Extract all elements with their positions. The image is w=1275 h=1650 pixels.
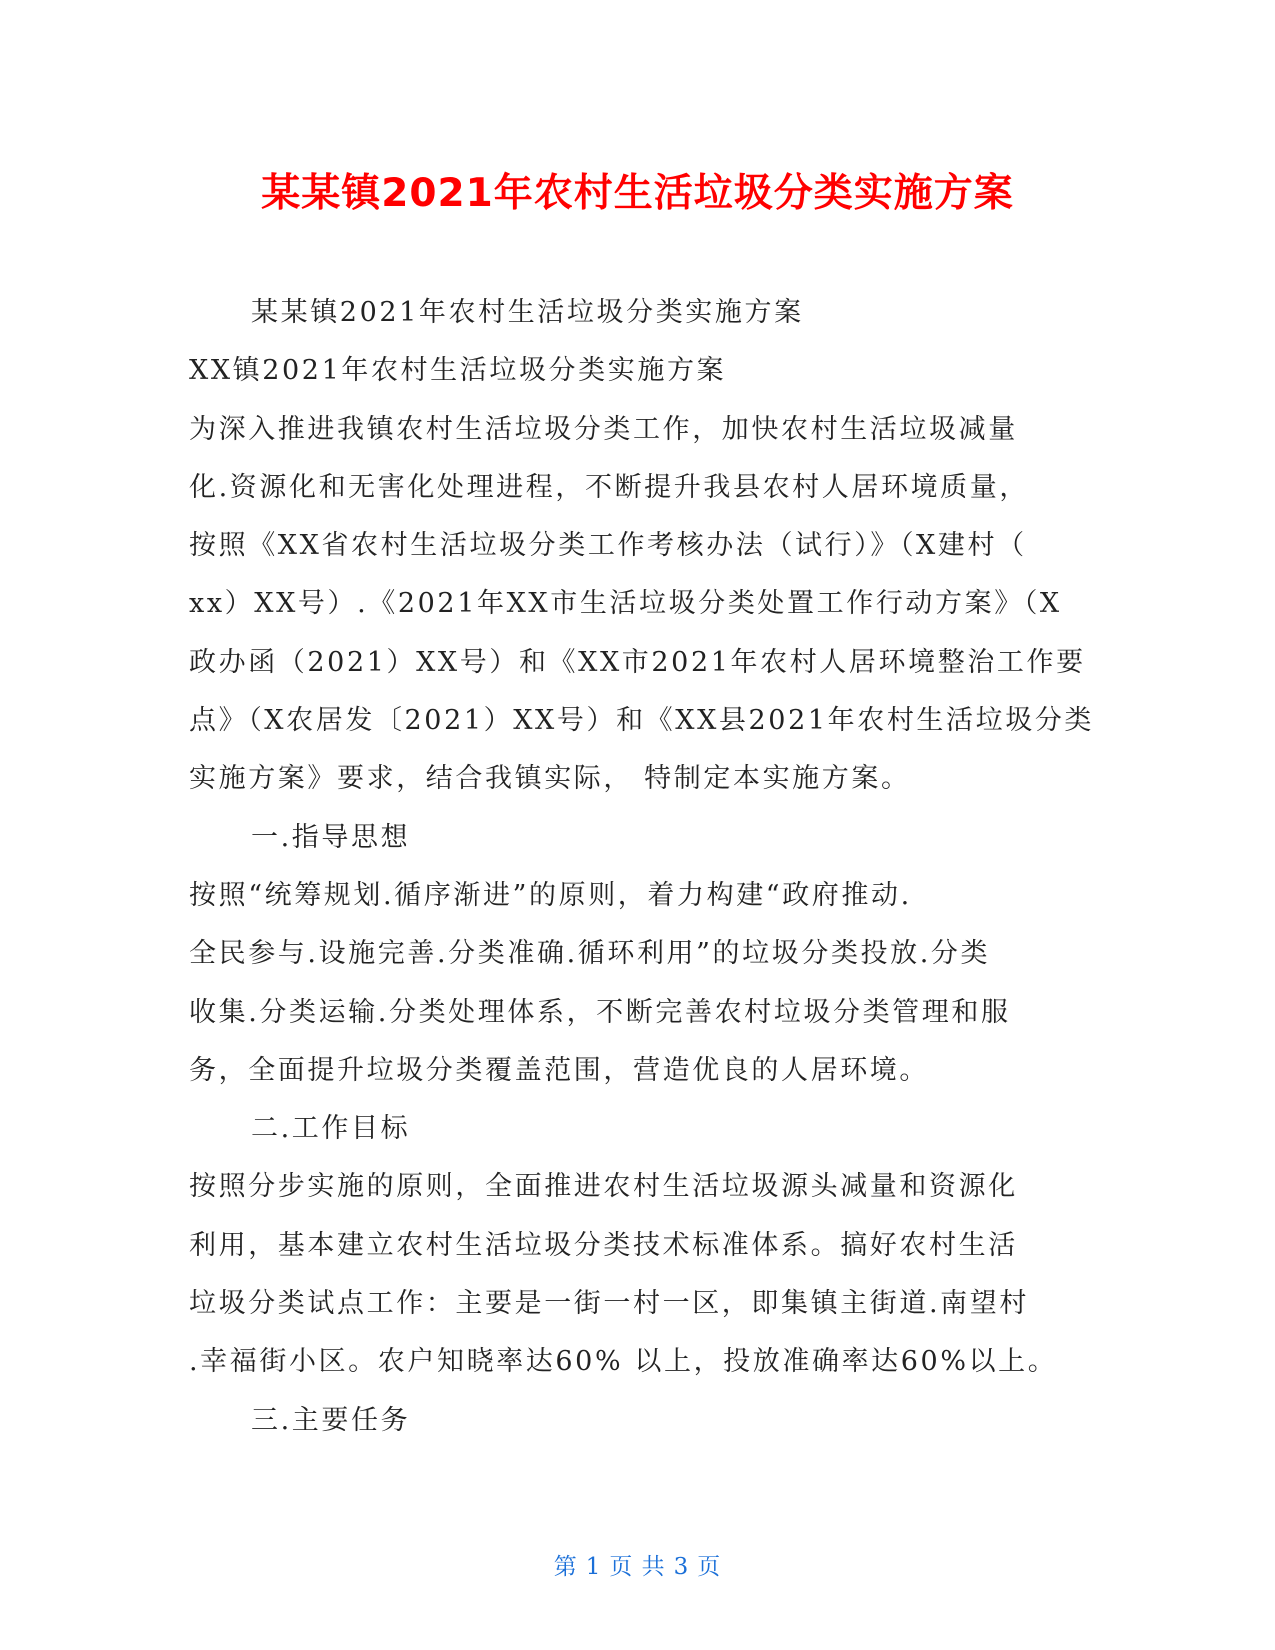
section-heading-work-goals: 二.工作目标 <box>251 1113 411 1145</box>
body-line: 按照分步实施的原则，全面推进农村生活垃圾源头减量和资源化 <box>189 1171 1018 1203</box>
body-line: 为深入推进我镇农村生活垃圾分类工作，加快农村生活垃圾减量 <box>189 413 1018 445</box>
body-line: 点》（X农居发〔2021）XX号）和《XX县2021年农村生活垃圾分类 <box>189 705 1095 737</box>
body-line: 化.资源化和无害化处理进程，不断提升我县农村人居环境质量， <box>189 471 1029 503</box>
body-line: 务，全面提升垃圾分类覆盖范围，营造优良的人居环境。 <box>189 1054 929 1086</box>
body-line: 按照《XX省农村生活垃圾分类工作考核办法（试行）》（X建村（ <box>189 530 1027 562</box>
body-line: 按照“统筹规划.循序渐进”的原则，着力构建“政府推动. <box>189 879 912 911</box>
footer-prefix: 第 <box>553 1554 578 1580</box>
body-line-subtitle: 某某镇2021年农村生活垃圾分类实施方案 <box>251 297 804 328</box>
body-line: 实施方案》要求，结合我镇实际， 特制定本实施方案。 <box>189 763 911 795</box>
footer-current-page: 1 <box>585 1554 602 1580</box>
document-title: 某某镇2021年农村生活垃圾分类实施方案 <box>261 171 1014 216</box>
footer-mid: 页 共 <box>609 1554 666 1580</box>
body-line: 垃圾分类试点工作：主要是一街一村一区，即集镇主街道.南望村 <box>189 1288 1029 1320</box>
body-line-heading: XX镇2021年农村生活垃圾分类实施方案 <box>189 355 727 387</box>
body-line: 全民参与.设施完善.分类准确.循环利用”的垃圾分类投放.分类 <box>189 938 991 970</box>
footer-suffix: 页 <box>697 1554 722 1580</box>
body-line: 利用，基本建立农村生活垃圾分类技术标准体系。搞好农村生活 <box>189 1229 1018 1261</box>
body-line: .幸福街小区。农户知晓率达60% 以上，投放准确率达60%以上。 <box>189 1346 1058 1378</box>
body-line: 收集.分类运输.分类处理体系，不断完善农村垃圾分类管理和服 <box>189 996 1011 1028</box>
body-line: 政办函（2021）XX号）和《XX市2021年农村人居环境整治工作要 <box>189 646 1086 678</box>
section-heading-guiding-ideology: 一.指导思想 <box>251 821 411 853</box>
document-body <box>189 296 1095 1462</box>
page-footer <box>0 1548 1275 1581</box>
footer-total-pages: 3 <box>673 1554 690 1580</box>
body-line: xx）XX号）.《2021年XX市生活垃圾分类处置工作行动方案》（X <box>189 588 1062 620</box>
section-heading-main-tasks: 三.主要任务 <box>251 1404 411 1436</box>
